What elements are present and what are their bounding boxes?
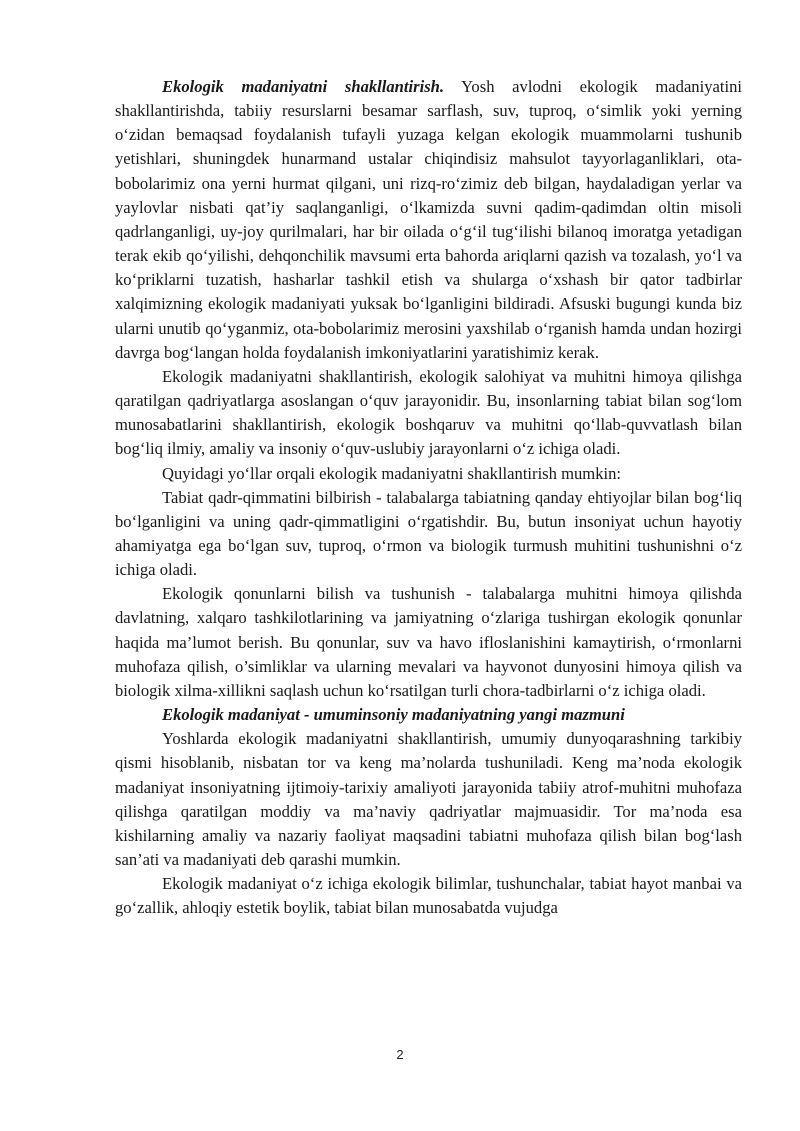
- paragraph: Tabiat qadr-qimmatini bilbirish - talabalarga tabiatning qanday ehtiyojlar bilan bog‘liq bo‘lganligini va uning qadr-qimmatligini o‘rgatishdir. Bu, butun insoniyat uchun hayotiy ahamiyatga ega bo‘lgan suv, tuproq, o‘rmon va biologik turmush muhitini tushunishni o‘z ichiga oladi.: [115, 487, 742, 580]
- paragraph: [115, 75, 742, 365]
- paragraph-text: Yosh avlodni ekologik madaniyatini shakllantirishda, tabiiy resurslarni besamar sarflash, suv, tuproq, o‘simlik yoki yerning o‘zidan bemaqsad foydalanish tufayli yuzaga kelgan ekologik muammolarni tushunib yetishlari, shuningdek hunarmand ustalar chiqindisiz mahsulot tayyorlaganliklari, ota-bobolarimiz ona yerni hurmat qilgani, uni rizq-ro‘zimiz deb bilgan, haydaladigan yerlar va yaylovlar nisbati qat’iy saqlanganligi, o‘lkamizda suvni qadim-qadimdan oltin misoli qadrlanganligi, uy-joy qurilmalari, har bir oilada o‘g‘il tug‘ilishi bilanoq imoratga yetadigan terak ekib qo‘yilishi, dehqonchilik mavsumi erta bahorda ariqlarni qazish va tozalash, yo‘l va ko‘priklarni tuzatish, hasharlar tashkil etish va shularga o‘xshash bir qator tadbirlar xalqimizning ekologik madaniyati yuksak bo‘lganligini bildiradi. Afsuski bugungi kunda biz ularni unutib qo‘yganmiz, ota-bobolarimiz merosini yaxshilab o‘rganish hamda undan hozirgi davrga bog‘langan holda foydalanish imkoniyatlarini yaratishimiz kerak.: [115, 77, 743, 362]
- paragraph: Quyidagi yo‘llar orqali ekologik madaniyatni shakllantirish mumkin:: [162, 463, 622, 483]
- paragraph: Yoshlarda ekologik madaniyatni shakllantirish, umumiy dunyoqarashning tarkibiy qismi hisoblanib, nisbatan tor va keng ma’nolarda tushuniladi. Keng ma’noda ekologik madaniyat insoniyatning ijtimoiy-tarixiy amaliyoti jarayonida tabiiy atrof-muhitni muhofaza qilishga qaratilgan moddiy va ma’naviy qadriyatlar majmuasidir. Tor ma’noda esa kishilarning amaliy va nazariy faoliyat maqsadini tabiatni muhofaza qilish bilan bog‘lash san’ati va madaniyati deb qarashi mumkin.: [115, 729, 742, 869]
- section-lead: Ekologik madaniyatni shakllantirish.: [162, 77, 445, 96]
- body-text: [115, 75, 742, 920]
- paragraph: Ekologik madaniyatni shakllantirish, ekologik salohiyat va muhitni himoya qilishga qaratilgan qadriyatlarga asoslangan o‘quv jarayonidir. Bu, insonlarning tabiat bilan sog‘lom munosabatlarini shakllantirish, ekologik boshqaruv va muhitni qo‘llab-quvvatlash bilan bog‘liq ilmiy, amaliy va insoniy o‘quv-uslubiy jarayonlarni o‘z ichiga oladi.: [115, 366, 742, 459]
- paragraph: Ekologik qonunlarni bilish va tushunish - talabalarga muhitni himoya qilishda davlatning, xalqaro tashkilotlarining va jamiyatning o‘zlariga tushirgan ekologik qonunlar haqida ma’lumot berish. Bu qonunlar, suv va havo ifloslanishini kamaytirish, o‘rmonlarni muhofaza qilish, o’simliklar va ularning mevalari va hayvonot dunyosini himoya qilish va biologik xilma-xillikni saqlash uchun ko‘rsatilgan turli chora-tadbirlarni o‘z ichiga oladi.: [115, 584, 742, 700]
- section-heading: Ekologik madaniyat - umuminsoniy madaniyatning yangi mazmuni: [162, 705, 625, 725]
- page-number: 2: [396, 1047, 404, 1062]
- paragraph: Ekologik madaniyat o‘z ichiga ekologik bilimlar, tushunchalar, tabiat hayot manbai va go‘zallik, ahloqiy estetik boylik, tabiat bilan munosabatda vujudga: [115, 874, 742, 918]
